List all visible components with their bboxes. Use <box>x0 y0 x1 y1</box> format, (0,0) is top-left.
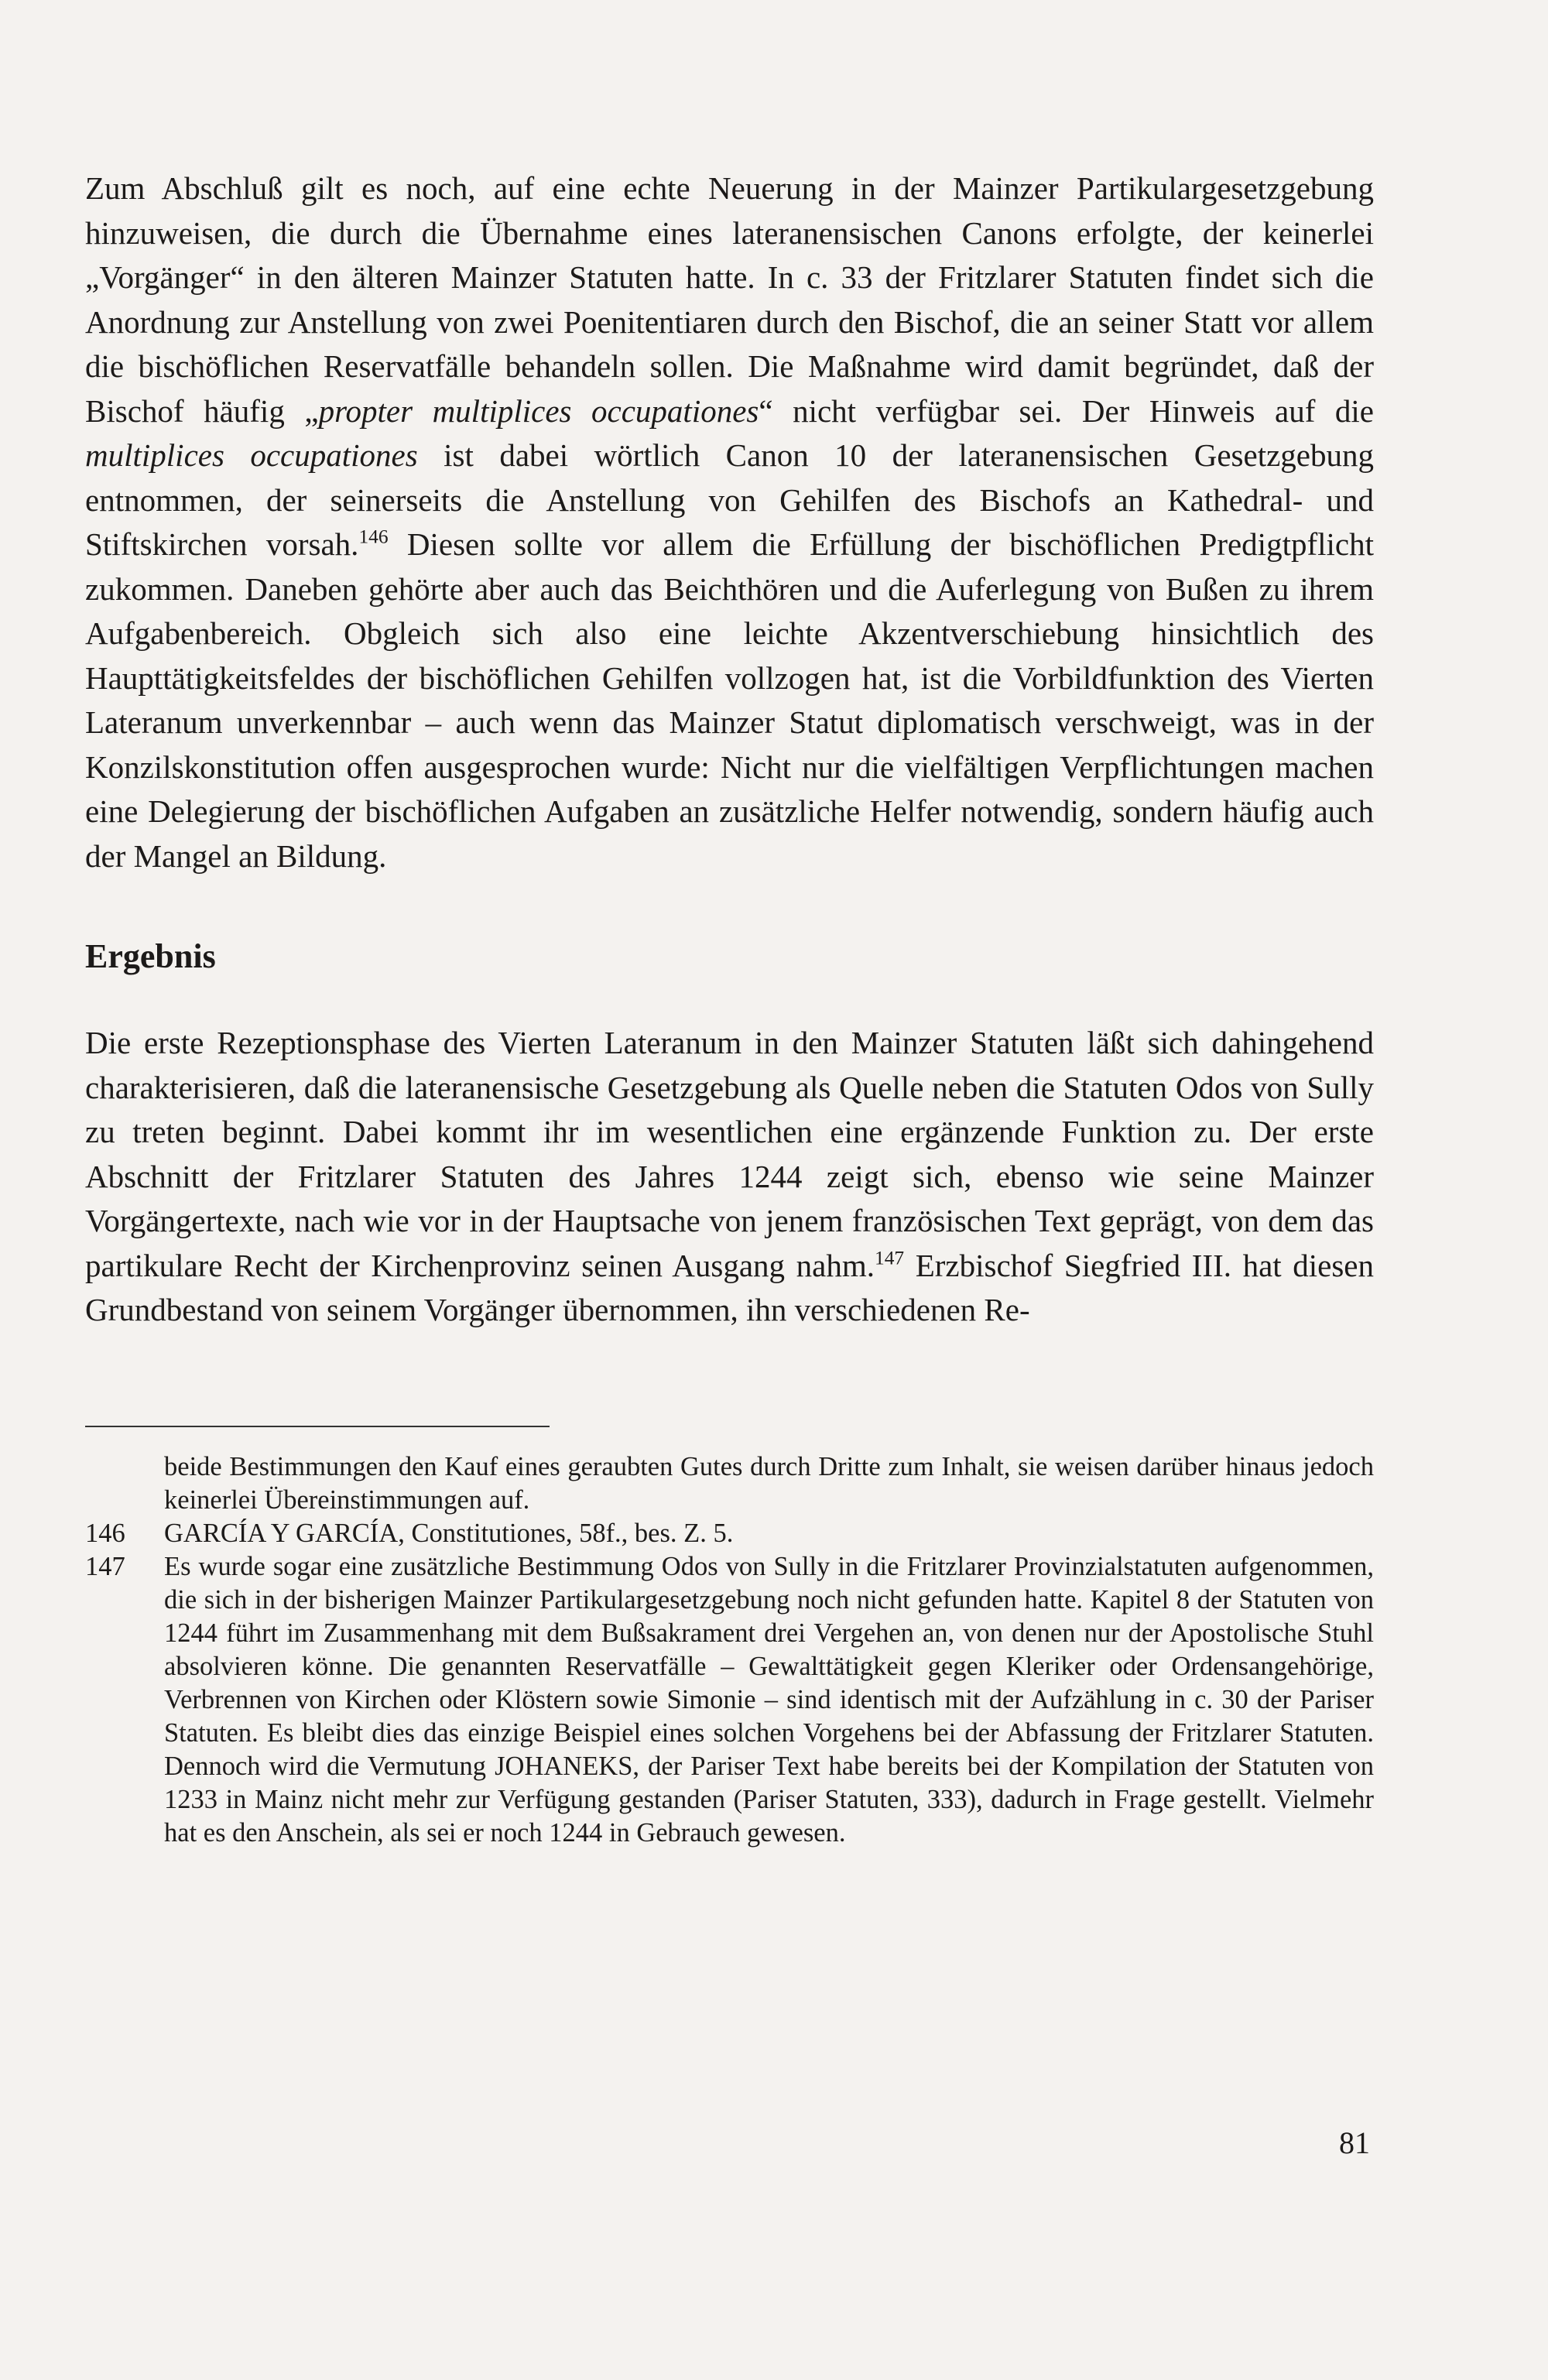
text-run: “ nicht verfügbar sei. Der Hinweis auf die <box>759 392 1374 429</box>
text-run: Diesen sollte vor allem die Erfüllung der bischöflichen Predigtpflicht zukommen. Daneben gehörte aber auch das Beichthören und die Auferlegung von Bußen zu ihrem Aufgabenbereich. Obgleich sich also eine leichte Akzentverschiebung hinsichtlich des Haupttätigkeitsfeldes der bischöflichen Gehilfen vollzogen hat, ist die Vorbildfunktion des Vierten Lateranum unverkennbar – auch wenn das Mainzer Statut diplomatisch verschweigt, was in der Konzilskonstitution offen ausgesprochen wurde: Nicht nur die vielfältigen Verpflichtungen machen eine Delegierung der bischöflichen Aufgaben an zusätzliche Helfer notwendig, sondern häufig auch der Mangel an Bildung. <box>85 526 1374 874</box>
footnote-text: Es wurde sogar eine zusätzliche Bestimmung Odos von Sully in die Fritzlarer Provinzialstatuten aufgenommen, die sich in der bisherigen Mainzer Partikulargesetzgebung noch nicht gefunden hatte. Kapitel 8 der Statuten von 1244 führt im Zusammenhang mit dem Bußsakrament drei Vergehen an, von denen nur der Apostolische Stuhl absolvieren könne. Die genannten Reservatfälle – Gewalttätigkeit gegen Kleriker oder Ordensangehörige, Verbrennen von Kirchen oder Klöstern sowie Simonie – sind identisch mit der Aufzählung in c. 30 der Pariser Statuten. Es bleibt dies das einzige Beispiel eines solchen Vorgehens bei der Abfassung der Fritzlarer Statuten. Dennoch wird die Vermutung JOHANEKS, der Pariser Text habe bereits bei der Kompilation der Statuten von 1233 in Mainz nicht mehr zur Verfügung gestanden (Pariser Statuten, 333), dadurch in Frage gestellt. Vielmehr hat es den Anschein, als sei er noch 1244 in Gebrauch gewesen. <box>164 1551 1374 1847</box>
page-number: 81 <box>1339 2125 1370 2160</box>
text-run: Die erste Rezeptionsphase des Vierten Lateranum in den Mainzer Statuten läßt sich dahingehend charakterisieren, daß die lateranensische Gesetzgebung als Quelle neben die Statuten Odos von Sully zu treten beginnt. Dabei kommt ihr im wesentlichen eine ergänzende Funktion zu. Der erste Abschnitt der Fritzlarer Statuten des Jahres 1244 zeigt sich, ebenso wie seine Mainzer Vorgängertexte, nach wie vor in der Hauptsache von jenem französischen Text geprägt, von dem das partikulare Recht der Kirchenprovinz seinen Ausgang nahm. <box>85 1025 1374 1283</box>
italic-latin-phrase: multiplices occupationes <box>85 437 418 473</box>
italic-latin-phrase: propter multiplices occupationes <box>318 392 759 429</box>
footnote-marker-147: 147 <box>875 1246 905 1269</box>
footnote-text: beide Bestimmungen den Kauf eines geraubten Gutes durch Dritte zum Inhalt, sie weisen darüber hinaus jedoch keinerlei Übereinstimmungen auf. <box>164 1451 1374 1515</box>
footnote-marker-146: 146 <box>358 526 389 548</box>
footnotes <box>85 1450 1374 1850</box>
page-content <box>85 166 1374 1850</box>
footnote-147 <box>85 1550 1374 1850</box>
footnote-text: GARCÍA Y GARCÍA, Constitutiones, 58f., bes. Z. 5. <box>164 1518 734 1548</box>
footnote-146 <box>85 1517 1374 1550</box>
footnote-number: 147 <box>85 1551 125 1581</box>
footnote-number: 146 <box>85 1518 125 1548</box>
footnote-continuation <box>85 1450 1374 1517</box>
text-run: Zum Abschluß gilt es noch, auf eine echte Neuerung in der Mainzer Partikulargesetzgebung hinzuweisen, die durch die Übernahme eines lateranensischen Canons erfolgte, der keinerlei „Vorgänger“ in den älteren Mainzer Statuten hatte. In c. 33 der Fritzlarer Statuten findet sich die Anordnung zur Anstellung von zwei Poenitentiaren durch den Bischof, die an seiner Statt vor allem die bischöflichen Reservatfälle behandeln sollen. Die Maßnahme wird damit begründet, daß der Bischof häufig „ <box>85 170 1374 429</box>
text-run: Erzbischof Siegfried III. hat diesen Grundbestand von seinem Vorgänger übernommen, ihn verschiedenen Re- <box>85 1247 1374 1327</box>
section-heading: Ergebnis <box>85 937 216 975</box>
text-run: ist dabei wörtlich Canon 10 der lateranensischen Gesetzgebung entnommen, der seinerseits die Anstellung von Gehilfen des Bischofs an Kathedral- und Stiftskirchen vorsah. <box>85 437 1374 562</box>
body-paragraph-2 <box>85 1021 1374 1333</box>
body-paragraph-1 <box>85 166 1374 878</box>
footnote-separator <box>85 1426 550 1427</box>
